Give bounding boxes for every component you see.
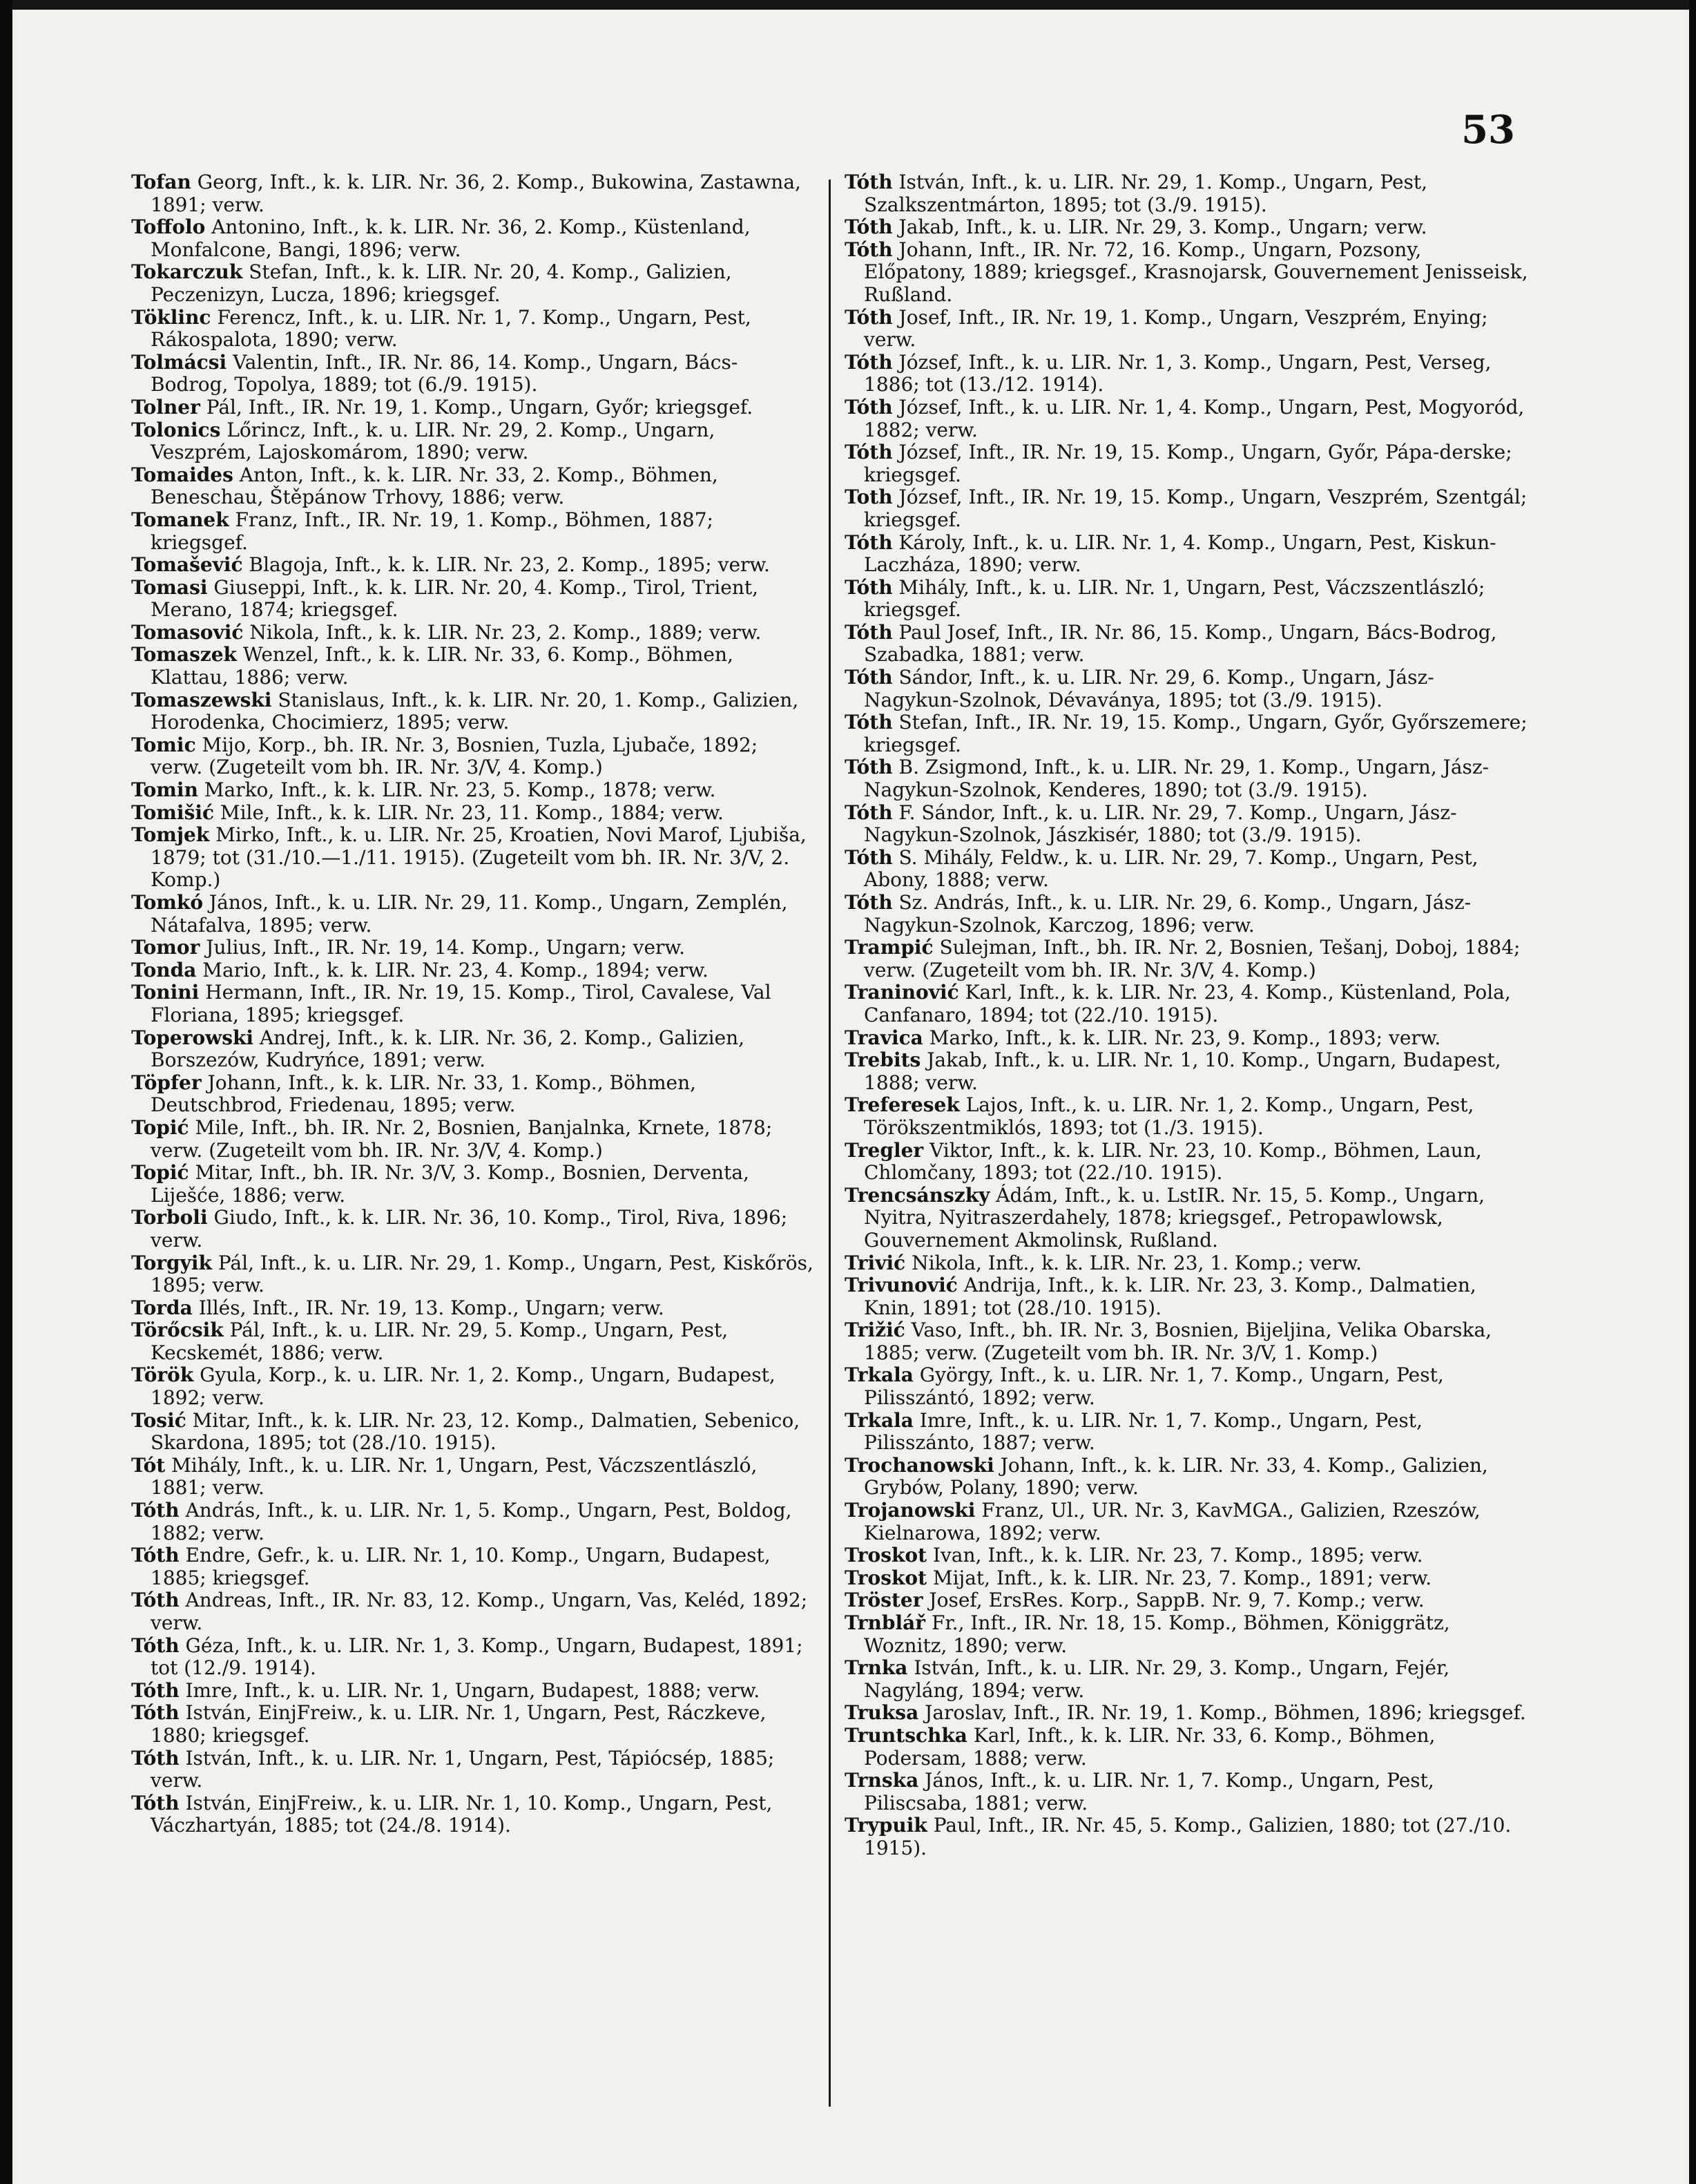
entry-surname: Tóth [131, 1499, 180, 1522]
list-item [845, 577, 1528, 622]
list-item [845, 239, 1528, 307]
entry-surname: Tóth [131, 1678, 180, 1702]
entry-details: Ádám, Inft., k. u. LstIR. Nr. 15, 5. Komp., Ungarn, Nyitra, Nyitraszerdahely, 1878; kriegsgef., Petropawlowsk, Gouvernement Akmolinsk, Rußland. [864, 1183, 1485, 1252]
list-item [845, 1364, 1528, 1409]
entry-details: Andreas, Inft., IR. Nr. 83, 12. Komp., Ungarn, Vas, Keléd, 1892; verw. [151, 1589, 808, 1634]
list-item [845, 802, 1528, 847]
entry-details: Karl, Inft., k. k. LIR. Nr. 23, 4. Komp., Küstenland, Pola, Canfanaro, 1894; tot (22./10. 1915). [864, 981, 1511, 1026]
list-item [845, 1770, 1528, 1814]
entry-surname: Tóth [845, 305, 893, 329]
list-item [131, 959, 815, 982]
entry-surname: Tonda [131, 958, 197, 981]
entry-surname: Tofan [131, 171, 191, 193]
entry-surname: Török [131, 1363, 194, 1387]
entry-surname: Tóth [131, 1544, 180, 1567]
list-item [845, 1274, 1528, 1319]
list-item [131, 689, 815, 734]
entry-details: Pál, Inft., IR. Nr. 19, 1. Komp., Ungarn, Győr; kriegsgef. [206, 395, 753, 419]
entry-surname: Trebits [845, 1048, 921, 1072]
entry-details: József, Inft., IR. Nr. 19, 15. Komp., Ungarn, Győr, Pápa-derske; kriegsgef. [864, 441, 1512, 486]
list-item [845, 1702, 1528, 1725]
entry-details: Lőrincz, Inft., k. u. LIR. Nr. 29, 2. Komp., Ungarn, Veszprém, Lajoskomárom, 1890; verw. [151, 418, 715, 464]
list-item [131, 802, 815, 825]
entry-surname: Tóth [131, 1634, 180, 1657]
entry-details: B. Zsigmond, Inft., k. u. LIR. Nr. 29, 1. Komp., Ungarn, Jász-Nagykun-Szolnok, Kenderes, 1890; tot (3./9. 1915). [864, 756, 1490, 802]
entry-surname: Tomin [131, 778, 198, 802]
entry-surname: Torda [131, 1296, 193, 1319]
list-item [131, 1297, 815, 1320]
entry-surname: Truksa [845, 1701, 919, 1725]
entry-surname: Troskot [845, 1566, 927, 1589]
entry-details: Valentin, Inft., IR. Nr. 86, 14. Komp., Ungarn, Bács-Bodrog, Topolya, 1889; tot (6./9. 1915). [151, 350, 738, 396]
entry-surname: Troskot [845, 1544, 927, 1567]
list-item [845, 847, 1528, 892]
list-item [131, 216, 815, 261]
entry-surname: Tröster [845, 1589, 923, 1612]
entry-details: Imre, Inft., k. u. LIR. Nr. 1, Ungarn, Budapest, 1888; verw. [185, 1678, 760, 1702]
list-item [845, 1140, 1528, 1185]
list-item [131, 307, 815, 352]
entry-surname: Trivunović [845, 1274, 958, 1297]
list-item [131, 1319, 815, 1364]
entry-details: Johann, Inft., k. k. LIR. Nr. 33, 4. Komp., Galizien, Grybów, Polany, 1890; verw. [864, 1453, 1488, 1500]
entry-surname: Tolner [131, 395, 200, 419]
entry-details: Paul Josef, Inft., IR. Nr. 86, 15. Komp., Ungarn, Bács-Bodrog, Szabadka, 1881; verw. [864, 620, 1497, 667]
entry-details: Giudo, Inft., k. k. LIR. Nr. 36, 10. Komp., Tirol, Riva, 1896; verw. [151, 1206, 788, 1252]
list-item [845, 441, 1528, 486]
list-item [845, 1500, 1528, 1544]
entry-details: Marko, Inft., k. k. LIR. Nr. 23, 5. Komp., 1878; verw. [204, 778, 716, 802]
entry-surname: Tóth [845, 395, 893, 419]
list-item [845, 981, 1528, 1026]
list-item [131, 577, 815, 622]
entry-surname: Trnblář [845, 1611, 926, 1634]
list-item [845, 396, 1528, 441]
list-item [845, 1455, 1528, 1500]
list-item [131, 779, 815, 802]
list-item [131, 419, 815, 464]
entry-surname: Tóth [845, 711, 893, 734]
entry-surname: Trnska [845, 1769, 919, 1792]
list-item [131, 1635, 815, 1680]
entry-surname: Trojanowski [845, 1499, 976, 1522]
entry-details: Sulejman, Inft., bh. IR. Nr. 2, Bosnien, Tešanj, Doboj, 1884; verw. (Zugeteilt vom bh. IR. Nr. 3/V, 4. Komp.) [864, 936, 1521, 981]
entry-details: András, Inft., k. u. LIR. Nr. 1, 5. Komp., Ungarn, Pest, Boldog, 1882; verw. [151, 1499, 792, 1544]
entry-details: Mitar, Inft., k. k. LIR. Nr. 23, 12. Komp., Dalmatien, Sebenico, Skardona, 1895; tot (28./10. 1915). [151, 1408, 800, 1455]
list-item [131, 261, 815, 306]
list-item [131, 1117, 815, 1162]
list-item [845, 1319, 1528, 1364]
entry-surname: Trampić [845, 936, 934, 959]
entry-surname: Tóth [845, 801, 893, 824]
entry-details: Antonino, Inft., k. k. LIR. Nr. 36, 2. Komp., Küstenland, Monfalcone, Bangi, 1896; verw. [151, 215, 751, 261]
list-item [845, 486, 1528, 531]
entry-details: Endre, Gefr., k. u. LIR. Nr. 1, 10. Komp., Ungarn, Budapest, 1885; kriegsgef. [151, 1544, 771, 1589]
list-item [845, 1252, 1528, 1275]
list-item [845, 892, 1528, 937]
entry-details: Andrej, Inft., k. k. LIR. Nr. 36, 2. Komp., Galizien, Borszezów, Kudryńce, 1891; verw. [151, 1026, 745, 1072]
entry-details: Julius, Inft., IR. Nr. 19, 14. Komp., Ungarn; verw. [206, 936, 685, 959]
entry-details: Andrija, Inft., k. k. LIR. Nr. 23, 3. Komp., Dalmatien, Knin, 1891; tot (28./10. 1915). [864, 1274, 1476, 1319]
entry-details: Jakab, Inft., k. u. LIR. Nr. 1, 10. Komp., Ungarn, Budapest, 1888; verw. [864, 1048, 1501, 1094]
list-item [845, 1725, 1528, 1770]
entry-surname: Trkala [845, 1363, 914, 1387]
entry-surname: Tomašević [131, 553, 243, 577]
entry-details: István, EinjFreiw., k. u. LIR. Nr. 1, Ungarn, Pest, Ráczkeve, 1880; kriegsgef. [151, 1701, 767, 1747]
entry-surname: Travica [845, 1026, 923, 1049]
list-item [131, 1027, 815, 1072]
list-item [131, 1702, 815, 1747]
entry-details: Mihály, Inft., k. u. LIR. Nr. 1, Ungarn, Pest, Váczszentlászló, 1881; verw. [151, 1453, 758, 1500]
entry-surname: Tóth [845, 238, 893, 261]
entry-surname: Tomišić [131, 801, 215, 824]
entry-details: Hermann, Inft., IR. Nr. 19, 15. Komp., Tirol, Cavalese, Val Floriana, 1895; kriegsgef. [151, 981, 771, 1026]
list-item [131, 937, 815, 959]
entry-details: Wenzel, Inft., k. k. LIR. Nr. 33, 6. Komp., Böhmen, Klattau, 1886; verw. [151, 643, 733, 689]
entry-details: Paul, Inft., IR. Nr. 45, 5. Komp., Galizien, 1880; tot (27./10. 1915). [864, 1814, 1512, 1859]
entry-details: Johann, Inft., k. k. LIR. Nr. 33, 1. Komp., Böhmen, Deutschbrod, Friedenau, 1895; verw. [151, 1071, 697, 1117]
entry-surname: Tomjek [131, 823, 210, 847]
entry-details: István, EinjFreiw., k. u. LIR. Nr. 1, 10. Komp., Ungarn, Pest, Váczhartyán, 1885; tot (24./8. 1914). [151, 1791, 773, 1837]
list-item [845, 1410, 1528, 1455]
entry-surname: Tosić [131, 1408, 186, 1432]
entry-details: Nikola, Inft., k. k. LIR. Nr. 23, 2. Komp., 1889; verw. [249, 620, 762, 644]
entry-surname: Tomkó [131, 891, 204, 914]
list-item [131, 1544, 815, 1589]
list-item [845, 756, 1528, 801]
entry-details: Mile, Inft., bh. IR. Nr. 2, Bosnien, Banjalnka, Krnete, 1878; verw. (Zugeteilt vom bh. IR. Nr. 3/V, 4. Komp.) [151, 1115, 773, 1162]
entry-details: Giuseppi, Inft., k. k. LIR. Nr. 20, 4. Komp., Tirol, Trient, Merano, 1874; kriegsgef. [151, 575, 759, 622]
entry-surname: Tomaszewski [131, 688, 272, 711]
list-item [845, 1027, 1528, 1050]
entry-details: Illés, Inft., IR. Nr. 19, 13. Komp., Ungarn; verw. [198, 1296, 664, 1319]
list-item [131, 644, 815, 689]
entry-surname: Tregler [845, 1138, 924, 1162]
entry-surname: Tóth [131, 1701, 180, 1725]
entry-surname: Tóth [131, 1791, 180, 1814]
list-item [131, 1162, 815, 1207]
list-item [845, 1814, 1528, 1859]
entry-surname: Tót [131, 1453, 166, 1477]
scan-edge-left [0, 0, 12, 2184]
list-item [131, 1589, 815, 1634]
entry-surname: Tóth [845, 350, 893, 374]
list-item [131, 981, 815, 1026]
scan-edge-right [1689, 0, 1696, 2184]
entry-surname: Tomic [131, 733, 196, 756]
entry-surname: Tokarczuk [131, 260, 243, 284]
list-item [131, 1747, 815, 1792]
entry-details: Viktor, Inft., k. k. LIR. Nr. 23, 10. Komp., Böhmen, Laun, Chlomčany, 1893; tot (22./10. 1915). [864, 1138, 1482, 1185]
entry-details: Mario, Inft., k. k. LIR. Nr. 23, 4. Komp., 1894; verw. [202, 958, 709, 981]
entry-details: Johann, Inft., IR. Nr. 72, 16. Komp., Ungarn, Pozsony, Előpatony, 1889; kriegsgef., Krasnojarsk, Gouvernement Jenisseisk, Rußland. [864, 238, 1528, 306]
list-item [131, 892, 815, 937]
entry-details: Anton, Inft., k. k. LIR. Nr. 33, 2. Komp., Böhmen, Beneschau, Štěpánow Trhovy, 1886; verw. [151, 463, 718, 509]
entry-details: Nikola, Inft., k. k. LIR. Nr. 23, 1. Komp.; verw. [912, 1251, 1362, 1274]
scan-edge-top [0, 0, 1696, 10]
list-item [845, 307, 1528, 352]
entry-surname: Tolonics [131, 418, 221, 441]
list-item [845, 352, 1528, 396]
entry-details: Sz. András, Inft., k. u. LIR. Nr. 29, 6. Komp., Ungarn, Jász-Nagykun-Szolnok, Karczog, 1896; verw. [864, 891, 1472, 937]
entry-surname: Toperowski [131, 1026, 254, 1049]
list-item [131, 464, 815, 509]
entry-details: József, Inft., k. u. LIR. Nr. 1, 3. Komp., Ungarn, Pest, Verseg, 1886; tot (13./12. 1914). [864, 350, 1492, 396]
entry-details: Stanislaus, Inft., k. k. LIR. Nr. 20, 1. Komp., Galizien, Horodenka, Chocimierz, 1895; verw. [151, 688, 799, 734]
page-number: 53 [1461, 107, 1515, 153]
entry-surname: Tomor [131, 936, 200, 959]
entry-surname: Topić [131, 1115, 189, 1139]
entry-surname: Trkala [845, 1408, 914, 1432]
list-item [845, 171, 1528, 216]
entry-details: György, Inft., k. u. LIR. Nr. 1, 7. Komp., Ungarn, Pest, Pilisszántó, 1892; verw. [864, 1363, 1444, 1410]
entry-surname: Tóth [845, 575, 893, 599]
entry-details: Franz, Ul., UR. Nr. 3, KavMGA., Galizien, Rzeszów, Kielnarowa, 1892; verw. [864, 1499, 1481, 1544]
list-item [131, 352, 815, 396]
list-item [131, 734, 815, 779]
entry-details: Marko, Inft., k. k. LIR. Nr. 23, 9. Komp., 1893; verw. [929, 1026, 1441, 1049]
entry-surname: Trižić [845, 1319, 905, 1342]
entry-details: István, Inft., k. u. LIR. Nr. 29, 1. Komp., Ungarn, Pest, Szalkszentmárton, 1895; tot (3./9. 1915). [864, 171, 1428, 216]
list-item [845, 667, 1528, 711]
entry-details: Géza, Inft., k. u. LIR. Nr. 1, 3. Komp., Ungarn, Budapest, 1891; tot (12./9. 1914). [151, 1634, 803, 1680]
entry-details: József, Inft., IR. Nr. 19, 15. Komp., Ungarn, Veszprém, Szentgál; kriegsgef. [864, 486, 1528, 531]
entry-surname: Tóth [131, 1746, 180, 1770]
entry-details: Sándor, Inft., k. u. LIR. Nr. 29, 6. Komp., Ungarn, Jász-Nagykun-Szolnok, Dévaványa, 1895; tot (3./9. 1915). [864, 666, 1434, 711]
left-column [131, 171, 815, 1837]
entry-surname: Tóth [845, 620, 893, 644]
entry-details: Ferencz, Inft., k. u. LIR. Nr. 1, 7. Komp., Ungarn, Pest, Rákospalota, 1890; verw. [151, 305, 751, 352]
list-item [845, 1612, 1528, 1657]
entry-surname: Tóth [845, 845, 893, 869]
list-item [131, 1680, 815, 1703]
entry-details: Georg, Inft., k. k. LIR. Nr. 36, 2. Komp., Bukowina, Zastawna, 1891; verw. [151, 171, 801, 216]
entry-details: S. Mihály, Feldw., k. u. LIR. Nr. 29, 7. Komp., Ungarn, Pest, Abony, 1888; verw. [864, 845, 1478, 892]
entry-surname: Tóth [845, 756, 893, 779]
list-item [845, 216, 1528, 239]
entry-surname: Topić [131, 1161, 189, 1185]
entry-surname: Tóth [845, 215, 893, 239]
entry-surname: Tonini [131, 981, 200, 1004]
entry-surname: Tolmácsi [131, 350, 227, 374]
entry-surname: Trnka [845, 1656, 908, 1680]
entry-surname: Törőcsik [131, 1319, 224, 1342]
list-item [131, 1500, 815, 1544]
entry-surname: Tóth [131, 1589, 180, 1612]
entry-details: Vaso, Inft., bh. IR. Nr. 3, Bosnien, Bijeljina, Velika Obarska, 1885; verw. (Zugeteilt vom bh. IR. Nr. 3/V, 1. Komp.) [864, 1319, 1492, 1364]
entry-surname: Trencsánszky [845, 1183, 990, 1207]
entry-surname: Traninović [845, 981, 959, 1004]
list-item [131, 622, 815, 644]
column-divider [829, 180, 831, 2107]
list-item [131, 1410, 815, 1455]
entry-details: Pál, Inft., k. u. LIR. Nr. 29, 5. Komp., Ungarn, Pest, Kecskemét, 1886; verw. [151, 1319, 729, 1364]
entry-details: Stefan, Inft., k. k. LIR. Nr. 20, 4. Komp., Galizien, Peczenizyn, Lucza, 1896; kriegsgef. [151, 260, 732, 306]
entry-details: István, Inft., k. u. LIR. Nr. 1, Ungarn, Pest, Tápiócsép, 1885; verw. [151, 1746, 775, 1792]
list-item [845, 937, 1528, 981]
entry-details: Mihály, Inft., k. u. LIR. Nr. 1, Ungarn, Pest, Váczszentlászló; kriegsgef. [864, 575, 1485, 622]
entry-surname: Tomasović [131, 620, 244, 644]
entry-surname: Tomanek [131, 508, 229, 531]
entry-surname: Töklinc [131, 305, 211, 329]
list-item [131, 1792, 815, 1837]
entry-surname: Toffolo [131, 215, 206, 239]
list-item [131, 1364, 815, 1409]
entry-surname: Trivić [845, 1251, 906, 1274]
list-item [131, 1072, 815, 1117]
entry-surname: Tóth [845, 171, 893, 193]
entry-details: Jaroslav, Inft., IR. Nr. 19, 1. Komp., Böhmen, 1896; kriegsgef. [925, 1701, 1526, 1725]
entry-surname: Tóth [845, 441, 893, 464]
entry-details: Mijat, Inft., k. k. LIR. Nr. 23, 7. Komp., 1891; verw. [932, 1566, 1432, 1589]
entry-details: Károly, Inft., k. u. LIR. Nr. 1, 4. Komp., Ungarn, Pest, Kiskun-Laczháza, 1890; verw. [864, 530, 1496, 577]
list-item [845, 532, 1528, 577]
entry-details: Jakab, Inft., k. u. LIR. Nr. 29, 3. Komp., Ungarn; verw. [898, 215, 1427, 239]
list-item [845, 1567, 1528, 1590]
entry-details: István, Inft., k. u. LIR. Nr. 29, 3. Komp., Ungarn, Fejér, Nagyláng, 1894; verw. [864, 1656, 1450, 1702]
entry-details: Karl, Inft., k. k. LIR. Nr. 33, 6. Komp., Böhmen, Podersam, 1888; verw. [864, 1723, 1436, 1770]
entry-surname: Trypuik [845, 1814, 927, 1837]
list-item [131, 509, 815, 554]
entry-surname: Truntschka [845, 1723, 967, 1747]
right-column [845, 171, 1528, 1860]
list-item [845, 1657, 1528, 1702]
entry-details: János, Inft., k. u. LIR. Nr. 29, 11. Komp., Ungarn, Zemplén, Nátafalva, 1895; verw. [151, 891, 788, 937]
entry-details: Fr., Inft., IR. Nr. 18, 15. Komp., Böhmen, Königgrätz, Woznitz, 1890; verw. [864, 1611, 1450, 1657]
entry-details: F. Sándor, Inft., k. u. LIR. Nr. 29, 7. Komp., Ungarn, Jász-Nagykun-Szolnok, Jászkisér, 1880; tot (3./9. 1915). [864, 801, 1457, 847]
entry-details: János, Inft., k. u. LIR. Nr. 1, 7. Komp., Ungarn, Pest, Piliscsaba, 1881; verw. [864, 1769, 1434, 1814]
entry-surname: Tomaides [131, 463, 233, 486]
list-item [131, 1252, 815, 1297]
entry-details: Gyula, Korp., k. u. LIR. Nr. 1, 2. Komp., Ungarn, Budapest, 1892; verw. [151, 1363, 775, 1410]
entry-surname: Tóth [845, 666, 893, 689]
list-item [131, 554, 815, 577]
entry-surname: Tóth [845, 530, 893, 554]
entry-details: Lajos, Inft., k. u. LIR. Nr. 1, 2. Komp., Ungarn, Pest, Törökszentmiklós, 1893; tot (1./3. 1915). [864, 1093, 1474, 1139]
list-item [131, 171, 815, 216]
list-item [845, 1185, 1528, 1252]
list-item [845, 1094, 1528, 1139]
list-item [131, 1455, 815, 1500]
entry-surname: Treferesek [845, 1093, 960, 1117]
entry-details: Pál, Inft., k. u. LIR. Nr. 29, 1. Komp., Ungarn, Pest, Kiskőrös, 1895; verw. [151, 1251, 813, 1297]
entry-details: Blagoja, Inft., k. k. LIR. Nr. 23, 2. Komp., 1895; verw. [249, 553, 770, 577]
list-item [845, 1544, 1528, 1567]
entry-details: Josef, ErsRes. Korp., SappB. Nr. 9, 7. Komp.; verw. [929, 1589, 1425, 1612]
list-item [131, 1207, 815, 1252]
entry-surname: Tomasi [131, 575, 208, 599]
entry-surname: Torgyik [131, 1251, 212, 1274]
entry-details: Mirko, Inft., k. u. LIR. Nr. 25, Kroatien, Novi Marof, Ljubiša, 1879; tot (31./10.—1./11. 1915). (Zugeteilt vom bh. IR. Nr. 3/V, 2. Komp.) [151, 823, 807, 892]
entry-surname: Trochanowski [845, 1453, 994, 1477]
entry-details: Stefan, Inft., IR. Nr. 19, 15. Komp., Ungarn, Győr, Győrszemere; kriegsgef. [864, 711, 1528, 756]
entry-details: Imre, Inft., k. u. LIR. Nr. 1, 7. Komp., Ungarn, Pest, Pilisszánto, 1887; verw. [864, 1408, 1423, 1455]
entry-details: Mijo, Korp., bh. IR. Nr. 3, Bosnien, Tuzla, Ljubače, 1892; verw. (Zugeteilt vom bh. IR. Nr. 3/V, 4. Komp.) [151, 733, 758, 779]
entry-surname: Töpfer [131, 1071, 202, 1094]
list-item [845, 711, 1528, 756]
entry-surname: Toth [845, 486, 893, 509]
entry-details: Franz, Inft., IR. Nr. 19, 1. Komp., Böhmen, 1887; kriegsgef. [151, 508, 713, 554]
list-item [131, 824, 815, 892]
entry-surname: Torboli [131, 1206, 208, 1229]
list-item [845, 1589, 1528, 1612]
list-item [131, 396, 815, 419]
entry-surname: Tomaszek [131, 643, 237, 667]
entry-surname: Tóth [845, 891, 893, 914]
entry-details: Mile, Inft., k. k. LIR. Nr. 23, 11. Komp., 1884; verw. [220, 801, 724, 824]
entry-details: Josef, Inft., IR. Nr. 19, 1. Komp., Ungarn, Veszprém, Enying; verw. [864, 305, 1488, 352]
list-item [845, 1049, 1528, 1094]
entry-details: Ivan, Inft., k. k. LIR. Nr. 23, 7. Komp., 1895; verw. [932, 1544, 1423, 1567]
entry-details: Mitar, Inft., bh. IR. Nr. 3/V, 3. Komp., Bosnien, Derventa, Liješće, 1886; verw. [151, 1161, 749, 1207]
entry-details: József, Inft., k. u. LIR. Nr. 1, 4. Komp., Ungarn, Pest, Mogyoród, 1882; verw. [864, 395, 1525, 441]
list-item [845, 622, 1528, 667]
